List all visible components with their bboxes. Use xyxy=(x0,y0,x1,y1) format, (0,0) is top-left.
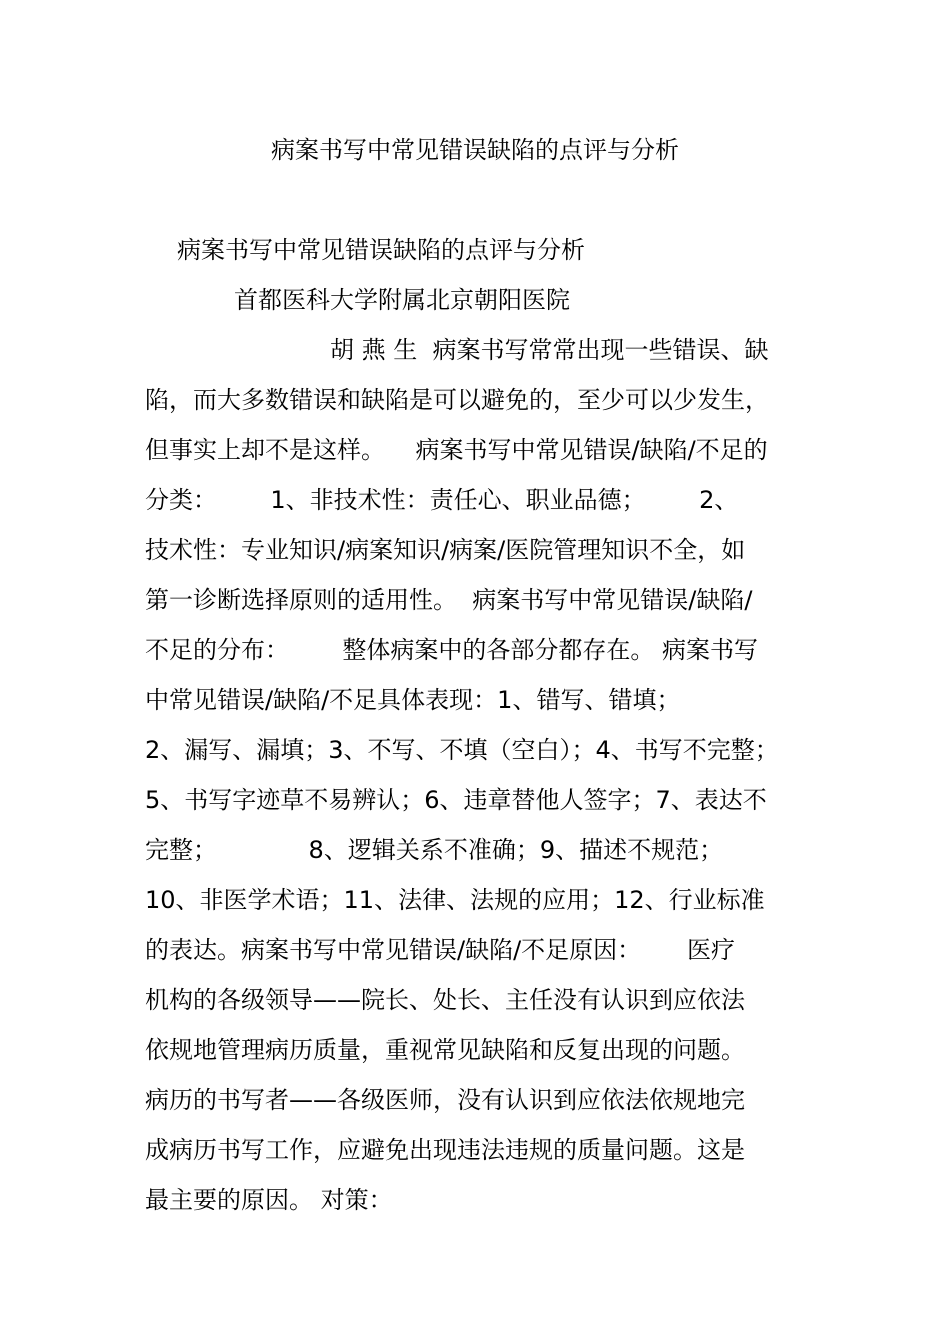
body-line: 技术性：专业知识/病案知识/病案/医院管理知识不全，如 xyxy=(145,536,746,564)
body-line: 陷，而大多数错误和缺陷是可以避免的，至少可以少发生， xyxy=(145,386,769,414)
body-line: 5、书写字迹草不易辨认；6、违章替他人签字；7、表达不 xyxy=(145,786,767,814)
body-line: 胡 燕 生 病案书写常常出现一些错误、缺 xyxy=(330,336,769,364)
body-line: 但事实上却不是这样。 病案书写中常见错误/缺陷/不足的 xyxy=(145,436,768,464)
body-line: 中常见错误/缺陷/不足具体表现：1、错写、错填； xyxy=(145,686,681,714)
body-line: 完整； 8、逻辑关系不准确；9、描述不规范； xyxy=(145,836,724,864)
body-line: 依规地管理病历质量，重视常见缺陷和反复出现的问题。 xyxy=(145,1036,745,1064)
body-line: 机构的各级领导——院长、处长、主任没有认识到应依法 xyxy=(145,986,745,1014)
body-line: 不足的分布： 整体病案中的各部分都存在。 病案书写 xyxy=(145,636,759,664)
body-line: 2、漏写、漏填；3、不写、不填（空白）；4、书写不完整； xyxy=(145,736,779,764)
document-title: 病案书写中常见错误缺陷的点评与分析 xyxy=(271,136,679,164)
hospital-line: 首都医科大学附属北京朝阳医院 xyxy=(234,286,570,314)
body-line: 成病历书写工作，应避免出现违法违规的质量问题。这是 xyxy=(145,1136,745,1164)
body-line: 最主要的原因。 对策： xyxy=(145,1186,393,1214)
body-line: 10、非医学术语；11、法律、法规的应用；12、行业标准 xyxy=(145,886,765,914)
body-line: 分类： 1、非技术性：责任心、职业品德； 2、 xyxy=(145,486,739,514)
body-line: 病历的书写者——各级医师，没有认识到应依法依规地完 xyxy=(145,1086,745,1114)
body-line: 的表达。病案书写中常见错误/缺陷/不足原因： 医疗 xyxy=(145,936,735,964)
subtitle-line: 病案书写中常见错误缺陷的点评与分析 xyxy=(177,236,585,264)
body-line: 第一诊断选择原则的适用性。 病案书写中常见错误/缺陷/ xyxy=(145,586,753,614)
